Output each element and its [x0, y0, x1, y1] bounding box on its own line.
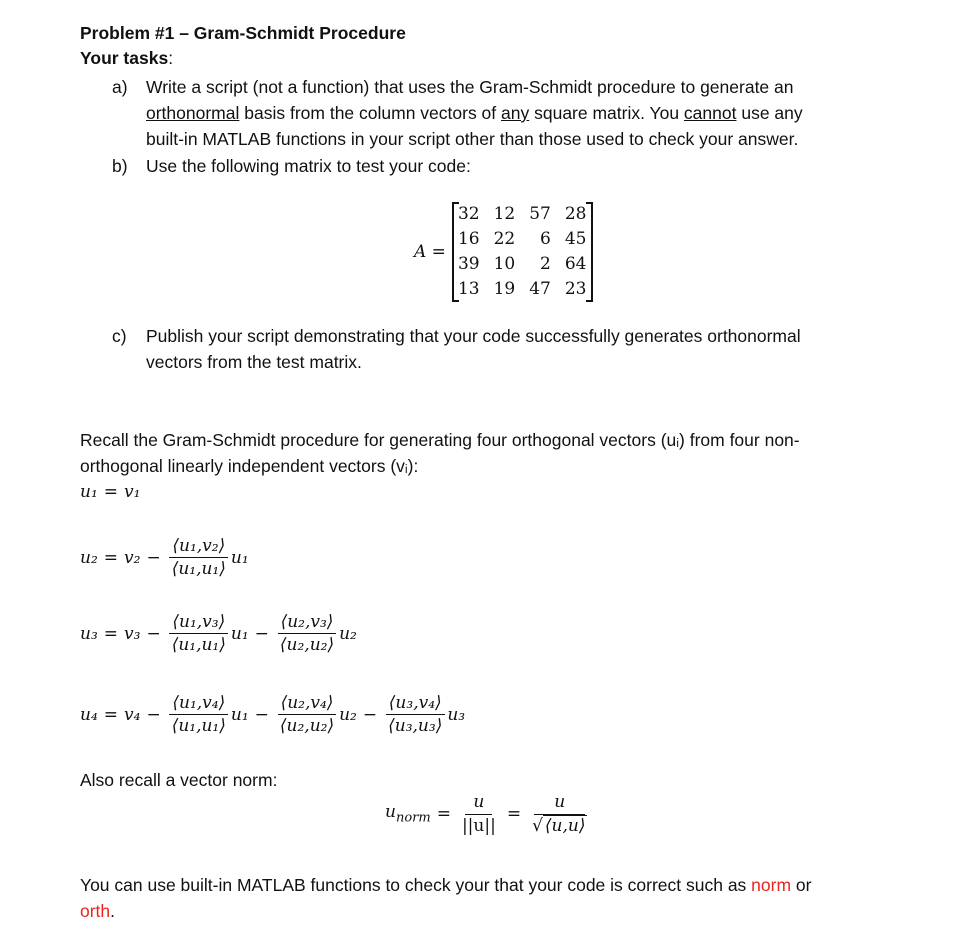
- text: use any: [736, 103, 803, 123]
- text: or: [791, 875, 812, 895]
- matrix-cell: 28: [564, 204, 587, 224]
- matrix-cell: 47: [529, 279, 551, 299]
- recall-line2: orthogonal linearly independent vectors (vᵢ):: [80, 456, 419, 476]
- fraction: [169, 612, 229, 655]
- equals: =: [506, 804, 522, 824]
- matrix-cell: 39: [457, 254, 480, 274]
- matrix-cell: 22: [493, 229, 516, 249]
- matrix-cell: 19: [493, 279, 516, 299]
- minus: −: [362, 704, 378, 725]
- item-b-text: Use the following matrix to test your code:: [146, 156, 471, 176]
- text: basis from the column vectors of: [239, 103, 502, 123]
- item-a-line3: built-in MATLAB functions in your script other than those used to check your answer.: [146, 129, 799, 149]
- fraction: [169, 536, 229, 579]
- numerator: ⟨u₁,v₂⟩: [169, 536, 228, 558]
- equation-u4: [80, 693, 465, 736]
- matrix-A: [452, 202, 593, 302]
- matrix-cell: 2: [540, 254, 551, 274]
- rhs: v₁: [124, 482, 141, 502]
- equals: =: [103, 623, 119, 644]
- denominator: ⟨u₂,u₂⟩: [279, 635, 335, 655]
- tasks-label: Your tasks: [80, 48, 169, 68]
- norm-equation: [385, 792, 592, 836]
- denominator: ⟨u₃,u₃⟩: [388, 716, 443, 736]
- norm-intro: Also recall a vector norm:: [80, 770, 278, 790]
- denominator: ||u||: [461, 816, 496, 836]
- fraction: [277, 693, 337, 736]
- text: You can use built-in MATLAB functions to check your that your code is correct such as: [80, 875, 752, 895]
- u-term: u₁: [230, 704, 249, 725]
- fraction: [169, 693, 229, 736]
- lhs-subscript: norm: [395, 810, 431, 826]
- fraction: [529, 792, 590, 836]
- matrix-cell: 16: [457, 229, 480, 249]
- u-term: u₂: [339, 704, 357, 725]
- item-c-line1: Publish your script demonstrating that your code successfully generates orthonormal: [146, 326, 801, 346]
- u-term: u₂: [339, 623, 357, 644]
- u-term: u₃: [447, 704, 466, 725]
- numerator: ⟨u₁,v₃⟩: [169, 612, 228, 634]
- denominator: ⟨u₁,u₁⟩: [171, 716, 226, 736]
- sqrt-denominator: [529, 815, 590, 836]
- lhs: u₂: [80, 547, 98, 568]
- underlined-cannot: cannot: [683, 103, 737, 123]
- minus: −: [146, 547, 161, 568]
- equation-u3: [80, 612, 357, 655]
- equals: =: [103, 482, 119, 502]
- minus: −: [146, 623, 161, 644]
- norm-lhs: [385, 802, 431, 825]
- fraction: [385, 693, 445, 736]
- u-term: u₁: [230, 547, 249, 568]
- item-a-marker: a): [112, 77, 128, 97]
- equals: =: [103, 704, 119, 725]
- matrix-label: A =: [414, 242, 446, 262]
- lhs: u₁: [80, 482, 98, 502]
- v-term: v₂: [124, 547, 141, 568]
- text: square matrix. You: [529, 103, 684, 123]
- item-c-marker: c): [112, 326, 127, 346]
- underlined-any: any: [501, 103, 530, 123]
- matrix-cell: 12: [493, 204, 516, 224]
- matrix-cell: 13: [457, 279, 480, 299]
- tasks-heading: [80, 48, 173, 69]
- recall-line1: Recall the Gram-Schmidt procedure for generating four orthogonal vectors (uᵢ) from four non-: [80, 430, 800, 450]
- underlined-orthonormal: orthonormal: [146, 103, 240, 123]
- numerator: u: [465, 792, 492, 815]
- tasks-colon: :: [168, 48, 174, 68]
- matrix-cell: 45: [564, 229, 587, 249]
- lhs: u: [385, 802, 396, 823]
- problem-title: Problem #1 – Gram-Schmidt Procedure: [80, 23, 406, 43]
- item-c-line2: vectors from the test matrix.: [146, 352, 362, 372]
- fraction: [277, 612, 337, 655]
- denominator: ⟨u₂,u₂⟩: [279, 716, 335, 736]
- numerator: ⟨u₂,v₃⟩: [278, 612, 337, 634]
- matrix-cell: 6: [540, 229, 551, 249]
- equals: =: [436, 804, 451, 824]
- item-a-line2: [146, 103, 803, 124]
- equals: =: [103, 547, 119, 568]
- item-b-marker: b): [112, 156, 128, 176]
- footer-line2: [80, 901, 115, 922]
- matrix-cell: 10: [493, 254, 516, 274]
- radical-icon: √: [532, 816, 543, 836]
- matrix-cell: 23: [564, 279, 587, 299]
- v-term: v₄: [124, 704, 141, 725]
- v-term: v₃: [124, 623, 141, 644]
- item-a-line1: Write a script (not a function) that uses the Gram-Schmidt procedure to generate an: [146, 77, 794, 97]
- matrix-equation: [414, 200, 593, 304]
- function-orth: orth: [80, 901, 111, 921]
- denominator: ⟨u₁,u₁⟩: [171, 559, 226, 579]
- footer-line1: [80, 875, 811, 896]
- matrix-cell: 64: [564, 254, 587, 274]
- radicand: ⟨u,u⟩: [544, 816, 586, 836]
- matrix-cell: 57: [529, 204, 551, 224]
- equation-u2: [80, 536, 249, 579]
- numerator: u: [534, 792, 585, 815]
- text: .: [110, 901, 116, 921]
- equation-u1: [80, 482, 140, 502]
- function-norm: norm: [751, 875, 792, 895]
- matrix-cell: 32: [457, 204, 480, 224]
- fraction: [459, 792, 499, 836]
- u-term: u₁: [230, 623, 249, 644]
- numerator: ⟨u₃,v₄⟩: [386, 693, 445, 715]
- minus: −: [146, 704, 161, 725]
- minus: −: [254, 704, 269, 725]
- lhs: u₄: [80, 704, 98, 725]
- lhs: u₃: [80, 623, 98, 644]
- denominator: ⟨u₁,u₁⟩: [171, 635, 226, 655]
- numerator: ⟨u₂,v₄⟩: [278, 693, 337, 715]
- numerator: ⟨u₁,v₄⟩: [169, 693, 228, 715]
- minus: −: [254, 623, 269, 644]
